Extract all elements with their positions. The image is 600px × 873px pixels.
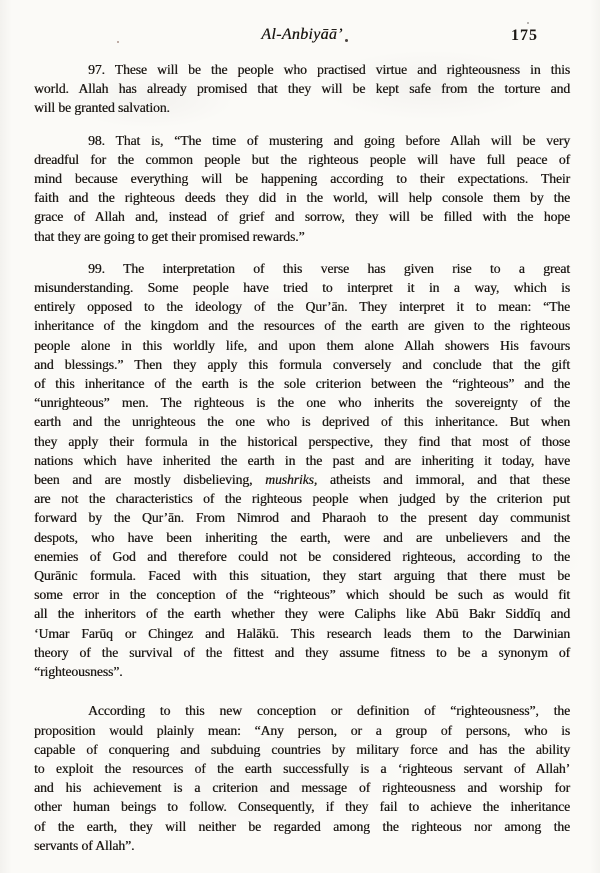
page-header — [34, 26, 570, 48]
paragraph — [34, 701, 570, 855]
text-line: are not the characteristics of the righteous people when judged by the criterion put — [34, 491, 570, 507]
text-line: entirely opposed to the ideology of the Qur’ān. They interpret it to mean: “The — [34, 299, 570, 315]
text-line: all the inheritors of the earth whether they were Caliphs like Abū Bakr Siddīq and — [34, 606, 570, 622]
text-line: and blessings.” Then they apply this formula conversely and conclude that the gift — [34, 356, 570, 372]
text-line: servants of Allah”. — [34, 837, 135, 853]
text-line: to exploit the resources of the earth successfully is a ‘righteous servant of Allah’ — [34, 760, 570, 776]
text-line: 99. The interpretation of this verse has given rise to a great — [88, 260, 570, 276]
text-line: 97. These will be the people who practised virtue and righteousness in this — [88, 62, 570, 77]
text-line: people alone in this worldly life, and upon them alone Allah showers His favours — [34, 337, 570, 353]
text-line: proposition would plainly mean: “Any person, or a group of persons, who is — [34, 722, 570, 738]
text-line: that they are going to get their promised rewards.” — [34, 228, 305, 244]
text-line: “righteousness”. — [34, 664, 123, 680]
text-line: According to this new conception or definition of “righteousness”, the — [88, 703, 570, 719]
text-line: enemies of God and therefore could not be considered righteous, according to the — [34, 548, 570, 564]
paragraph — [34, 259, 570, 681]
text-line: of this inheritance of the earth is the sole criterion between the “righteous” and the — [34, 376, 570, 392]
text-line: dreadful for the common people but the righteous people will have full peace of — [34, 151, 570, 167]
text-line: nations which have inherited the earth in the past and are inheriting it today, have — [34, 452, 570, 468]
text-line: inheritance of the kingdom and the resources of the earth are given to the righteous — [34, 318, 570, 334]
text-line: 98. That is, “The time of mustering and going before Allah will be very — [88, 132, 570, 148]
text-line: ‘Umar Farūq or Chingez and Halākū. This research leads them to the Darwinian — [34, 625, 570, 641]
text-line: despots, who have been inheriting the earth, were and are unbelievers and the — [34, 529, 570, 545]
text-line: of the earth, they will neither be regarded among the righteous nor among the — [34, 818, 570, 834]
text-line: earth and the unrighteous the one who is deprived of this inheritance. But when — [34, 414, 570, 430]
text-line: other human beings to follow. Consequently, if they fail to achieve the inheritance — [34, 799, 570, 815]
text-line: Qurānic formula. Faced with this situation, they start arguing that there must be — [34, 568, 570, 584]
text-line: grace of Allah and, instead of grief and sorrow, they will be filled with the hope — [34, 209, 570, 225]
text-line: mind because everything will be happening according to their expectations. Their — [34, 171, 570, 187]
text-line: faith and the righteous deeds they did in the world, will help console them by the — [34, 190, 570, 206]
scan-speck — [527, 22, 529, 24]
text-line: they apply their formula in the historical perspective, they find that most of those — [34, 433, 570, 449]
text-line: some error in the conception of the “righteous” which should be such as would fit — [34, 587, 570, 603]
page-number: 175 — [511, 27, 538, 44]
paragraph — [34, 131, 570, 246]
text-line: and his achievement is a criterion and message of righteousness and worship for — [34, 780, 570, 796]
text-line: theory of the survival of the fittest and they assume fitness to be a synonym of — [34, 644, 570, 660]
page-body — [34, 60, 570, 855]
text-line: world. Allah has already promised that they will be kept safe from the torture and — [34, 81, 570, 97]
chapter-title: Al-Anbiyāā’ — [261, 26, 343, 43]
text-line: “unrighteous” men. The righteous is the one who inherits the sovereignty of the — [34, 395, 570, 411]
text-line: will be granted salvation. — [34, 100, 170, 116]
text-line: misunderstanding. Some people have tried to interpret it in a way, which is — [34, 280, 570, 296]
text-line: been and are mostly disbelieving, mushriks, atheists and immoral, and that these — [34, 472, 571, 488]
text-line: capable of conquering and subduing countries by military force and has the ability — [34, 741, 570, 757]
paragraph — [34, 60, 570, 118]
text-line: forward by the Qur’ān. From Nimrod and Pharaoh to the present day communist — [34, 510, 570, 526]
